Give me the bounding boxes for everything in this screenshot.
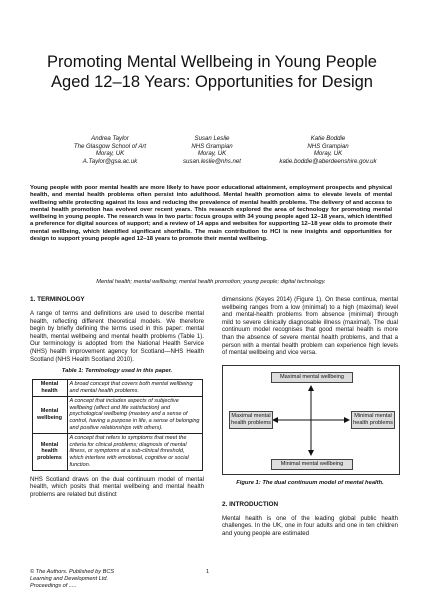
table-term: Mental wellbeing bbox=[32, 396, 67, 433]
table-row bbox=[32, 396, 202, 433]
table-caption: Table 1: Terminology used in this paper. bbox=[61, 368, 173, 375]
author-affiliation: NHS Grampian bbox=[191, 142, 233, 150]
figure-box-top: Maximal mental wellbeing bbox=[271, 372, 353, 383]
footer-line-1: © The Authors. Published by BCS bbox=[30, 569, 115, 575]
table-definition: A concept that refers to symptoms that meet the criteria for clinical problems; diagnosis of mental illness, or symptoms at a sub-clinical threshold, which interfere with emotional, cognitive or social function. bbox=[67, 433, 202, 470]
copyright-footer bbox=[30, 569, 114, 590]
author-name: Susan Leslie bbox=[194, 135, 230, 142]
author-email: katie.boddie@aberdeenshire.gov.uk bbox=[279, 157, 377, 165]
table-definition: A broad concept that covers both mental wellbeing and mental health problems. bbox=[67, 380, 202, 397]
section-heading-terminology: 1. TERMINOLOGY bbox=[30, 296, 85, 303]
dual-continuum-figure bbox=[222, 365, 400, 475]
author-name: Katie Boddie bbox=[310, 135, 346, 142]
figure-caption: Figure 1: The dual continuum model of mental health. bbox=[236, 479, 384, 486]
author-location: Moray, UK bbox=[95, 150, 125, 158]
paper-title bbox=[20, 52, 404, 92]
figure-box-bottom: Minimal mental wellbeing bbox=[271, 459, 353, 470]
abstract: Young people with poor mental health are more likely to have poor educational attainment, employment prospects and physical health, and mental health problems often persist into adulthood. Mental health promotion aims to elevate levels of mental wellbeing while protecting against its loss and reducing the prevalence of mental health problems. The delivery of and access to mental health promotion has evolved over recent years. This research explored the area of technology for promoting mental wellbeing in young people. The research was in two parts: focus groups with 34 young people aged 12–18 years, which identified a preference for digital sources of support; and a review of 14 apps and websites for supporting 12–18 year olds to promote their mental wellbeing, which identified significant shortfalls. The main contribution to HCI is new insights and opportunities for design to support young people aged 12–18 years to promote their mental wellbeing. bbox=[30, 185, 392, 243]
dimensions-paragraph: dimensions (Keyes 2014) (Figure 1). On these continua, mental wellbeing ranges from a low (minimal) to a high (maximal) level and mental-health problems from absence (minimal) through mild to severe clinically diagnosable illness (maximal). The dual continuum model recognises that good mental health is more than the absence of severe mental health problems, and that a person with a mental health problem can experience high levels of mental wellbeing and vice versa. bbox=[222, 296, 398, 357]
author-block-3 bbox=[248, 135, 408, 165]
keywords: Mental health; mental wellbeing; mental health promotion; young people; digital technology. bbox=[96, 279, 326, 285]
title-line-2: Aged 12–18 Years: Opportunities for Design bbox=[51, 73, 373, 91]
introduction-paragraph: Mental health is one of the leading global public health challenges. In the UK, one in four adults and one in ten children and young people are estimated bbox=[222, 514, 398, 537]
author-affiliation: The Glasgow School of Art bbox=[73, 142, 147, 150]
figure-box-left: Maximal mental health problems bbox=[229, 411, 273, 429]
author-location: Moray, UK bbox=[197, 150, 227, 158]
page-number: 1 bbox=[206, 569, 210, 575]
right-column bbox=[222, 296, 398, 538]
table-definition: A concept that includes aspects of subjective wellbeing (affect and life satisfaction) and psychological wellbeing (mastery and a sense of control, having a purpose in life, a sense of belonging and positive relationships with others). bbox=[67, 396, 202, 433]
terminology-paragraph: A range of terms and definitions are used to describe mental health, reflecting different theoretical models. We therefore begin by briefly defining the terms used in this paper: mental health, mental wellbeing and mental health problems (Table 1). Our terminology is adopted from the National Health Service (NHS) health improvement agency for Scotland—NHS Health Scotland (NHS Health Scotland 2010). bbox=[30, 310, 204, 363]
author-email: A.Taylor@gsa.ac.uk bbox=[82, 157, 138, 165]
section-heading-introduction: 2. INTRODUCTION bbox=[222, 500, 279, 508]
table-term: Mental health problems bbox=[32, 433, 67, 470]
dual-continuum-paragraph: NHS Scotland draws on the dual continuum model of mental health, which posits that mental wellbeing and mental health problems are related but distinct bbox=[30, 475, 204, 498]
footer-line-3: Proceedings of ..... bbox=[30, 583, 77, 589]
footer-line-2: Learning and Development Ltd. bbox=[30, 576, 109, 582]
author-location: Moray, UK bbox=[313, 150, 343, 158]
terminology-table bbox=[32, 379, 203, 471]
table-term: Mental health bbox=[32, 380, 67, 397]
author-affiliation: NHS Grampian bbox=[307, 142, 349, 150]
title-line-1: Promoting Mental Wellbeing in Young People bbox=[47, 53, 377, 71]
figure-box-right: Minimal mental health problems bbox=[351, 411, 395, 429]
table-row bbox=[32, 433, 202, 470]
author-name: Andrea Taylor bbox=[91, 135, 129, 142]
left-column bbox=[30, 296, 204, 499]
table-row bbox=[32, 380, 202, 397]
author-email: susan.leslie@nhs.net bbox=[182, 157, 241, 165]
